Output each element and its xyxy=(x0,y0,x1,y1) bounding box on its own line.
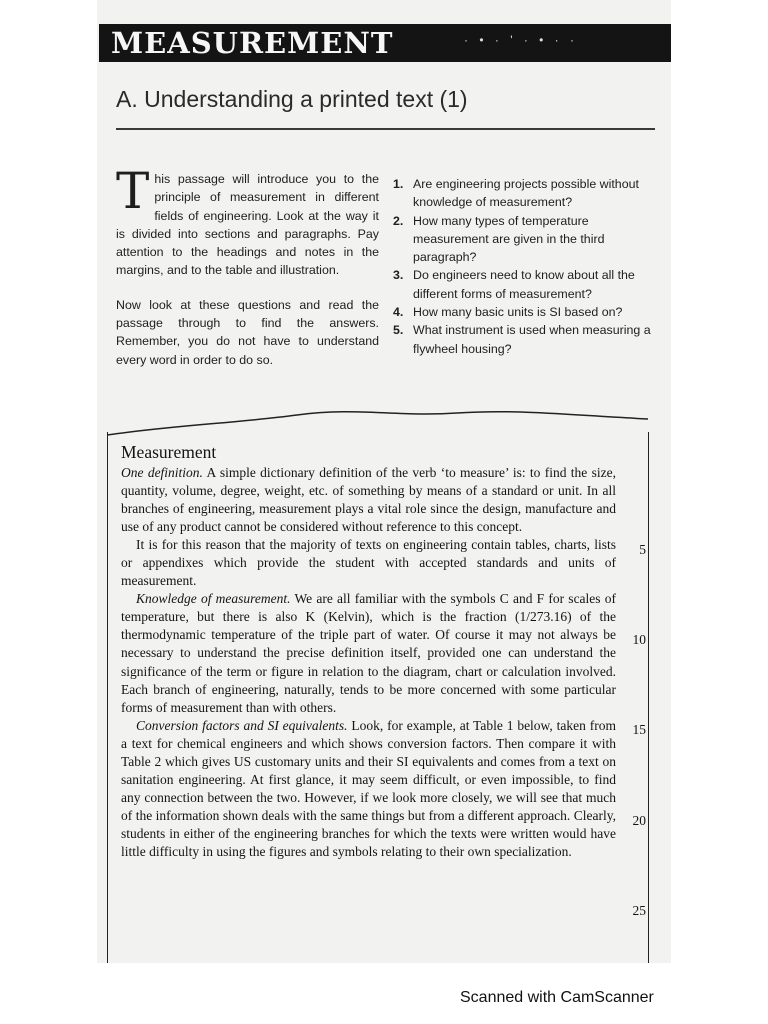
title-banner xyxy=(99,24,671,62)
question-number: 5. xyxy=(393,323,404,338)
question-text: Do engineers need to know about all the different forms of measurement? xyxy=(413,268,635,301)
banner-speckle-decoration: · • · ' · • · · xyxy=(464,33,579,47)
paragraph-subheading: Knowledge of measurement. xyxy=(136,591,291,607)
question-item xyxy=(393,321,661,358)
question-text: How many basic units is SI based on? xyxy=(413,305,623,320)
question-number: 1. xyxy=(393,177,404,191)
question-number: 2. xyxy=(393,213,404,228)
passage xyxy=(121,442,646,918)
passage-paragraph-4 xyxy=(121,717,616,861)
paragraph-text: Look, for example, at Table 1 below, taken from a text for chemical engineers and which shows conversion factors. Then compare it with Table 2 which gives US customary units and their SI equivalents and comes from a text on sanitation engineering. At first glance, it may seem difficult, or even impossible, to find any connection between the two. However, if we look more closely, we will see that much of the information shown deals with the same things but from a different approach. Clearly, students in either of the engineering branches for which the texts were written would have little difficulty in using the figures and symbols relating to their own specialization. xyxy=(121,717,616,859)
intro-paragraph-1 xyxy=(116,162,379,280)
passage-paragraph-3 xyxy=(121,590,616,716)
question-text: Are engineering projects possible without knowledge of measurement? xyxy=(413,177,639,210)
question-text: What instrument is used when measuring a flywheel housing? xyxy=(413,323,651,356)
heading-divider xyxy=(116,128,655,130)
camscanner-watermark: Scanned with CamScanner xyxy=(460,989,654,1006)
paragraph-subheading: Conversion factors and SI equivalents. xyxy=(136,717,348,733)
question-number: 3. xyxy=(393,268,404,283)
paragraph-text: A simple dictionary definition of the verb ‘to measure’ is: to find the size, quantity, volume, degree, weight, etc. of something by means of a standard or unit. In all branches of engineering, measurement plays a vital role since the design, manufacture and use of any product cannot be considered without reference to this concept. xyxy=(121,465,616,535)
paragraph-subheading: One definition. xyxy=(121,465,203,480)
line-number: 5 xyxy=(639,542,646,557)
question-item xyxy=(393,212,661,267)
line-number: 25 xyxy=(632,903,646,918)
passage-title: Measurement xyxy=(121,442,217,462)
drop-cap: T xyxy=(116,162,150,220)
question-item xyxy=(393,266,661,303)
banner-title: MEASUREMENT xyxy=(111,26,394,60)
question-number: 4. xyxy=(393,305,404,320)
line-number: 20 xyxy=(632,813,646,828)
section-heading: A. Understanding a printed text (1) xyxy=(116,86,468,112)
paragraph-text: We are all familiar with the symbols C and F for scales of temperature, but there is also K (Kelvin), which is the fraction (1/273.16) of the thermodynamic temperature of the triple part of water. Of course it may not always be necessary to understand the precise definition itself, provided one can understand the significance of the term or figure in relation to the diagram, chart or calculation involved. Each branch of engineering, naturally, tends to be more concerned with some particular forms of measurement than with others. xyxy=(121,591,616,715)
question-list xyxy=(393,175,661,358)
scanned-page xyxy=(97,0,671,963)
intro-column xyxy=(116,162,379,369)
intro-paragraph-2: Now look at these questions and read the passage through to find the answers. Remember, you do not have to understand every word in order to do so. xyxy=(116,297,379,367)
passage-box xyxy=(107,432,649,963)
passage-paragraph-1 xyxy=(121,464,616,536)
question-text: How many types of temperature measurement are given in the third paragraph? xyxy=(413,213,605,265)
passage-paragraph-2: It is for this reason that the majority of texts on engineering contain tables, charts, lists or appendixes which provide the student with accepted standards and units of measurement. xyxy=(121,537,616,589)
line-number: 10 xyxy=(632,632,646,647)
line-number: 15 xyxy=(632,722,646,737)
intro-paragraph-1-text: his passage will introduce you to the principle of measurement in different fields of engineering. Look at the way it is divided into sections and paragraphs. Pay attention to the headings and notes in the margins, and to the table and illustration. xyxy=(116,172,379,278)
question-item xyxy=(393,175,661,212)
question-item xyxy=(393,303,661,321)
